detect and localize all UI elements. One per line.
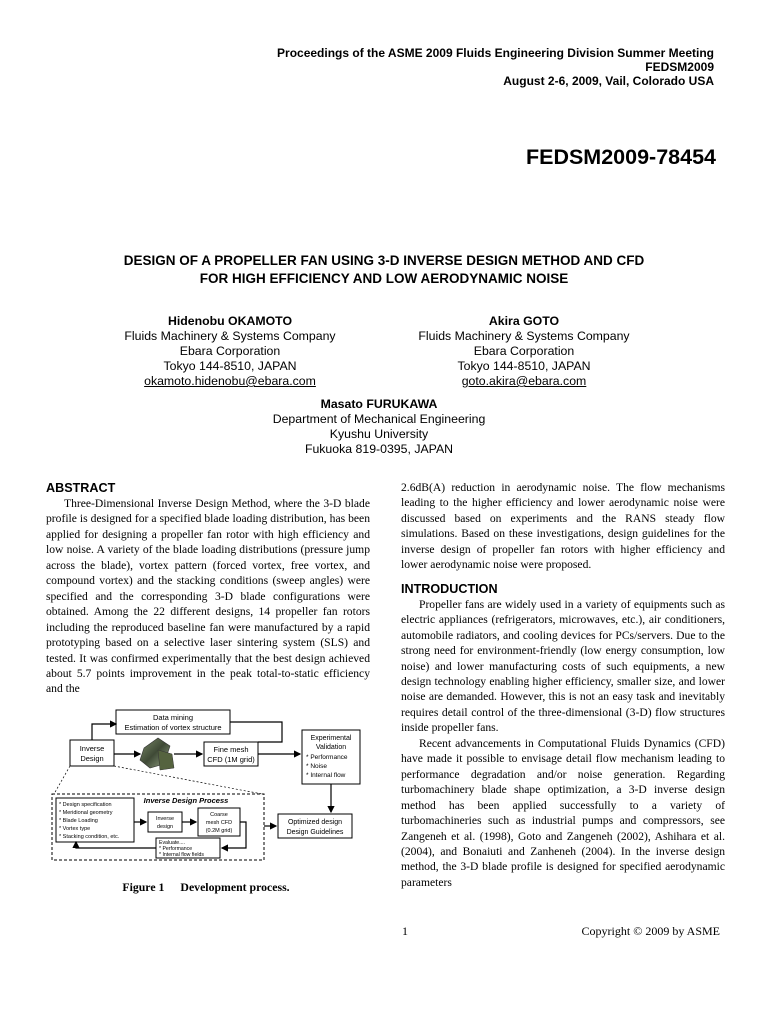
introduction-heading: INTRODUCTION [401,581,498,596]
author-affiliation: Fluids Machinery & Systems Company [418,329,630,343]
evaluate-label: Evaluate.... [159,840,185,846]
evaluate-performance: * Performance [159,846,193,852]
author-address: Fukuoka 819-0395, JAPAN [304,442,454,456]
author-block [229,397,529,457]
abstract-heading: ABSTRACT [46,481,116,495]
figure-caption-text: Development process. [180,880,290,894]
author-name: Hidenobu OKAMOTO [167,314,293,328]
paper-number: FEDSM2009-78454 [525,145,716,169]
author-affiliation: Fluids Machinery & Systems Company [124,329,336,343]
fine-mesh-label: Fine mesh [213,745,249,754]
left-column [46,480,370,697]
development-process-diagram [46,706,366,862]
spec-item: * Stacking condition, etc. [59,834,120,840]
spec-item: * Meridional geometry [59,810,113,816]
paper-title-line-1: DESIGN OF A PROPELLER FAN USING 3-D INVERSE DESIGN METHOD AND CFD [123,253,645,268]
abstract-continued-text: 2.6dB(A) reduction in aerodynamic noise. The flow mechanisms leading to the higher efficiency and lower aerodynamic noise were discussed based on experiments and the RANS steady flow simulations. Based on these investigations, design guidelines for the inverse design of propeller fan rotors with higher efficiency and lower aerodynamic noise were proposed. [401,481,725,572]
page-number: 1 [402,924,408,938]
author-organization: Kyushu University [329,427,429,441]
author-address: Tokyo 144-8510, JAPAN [457,359,591,373]
vortex-estimation-label: Estimation of vortex structure [124,723,222,732]
paper-title-line-2: FOR HIGH EFFICIENCY AND LOW AERODYNAMIC NOISE [199,271,569,286]
optimized-design-label: Optimized design [287,819,343,826]
coarse-grid-label: (0.2M grid) [205,828,233,834]
evaluate-internal-flow: * Internal flow fields [159,852,204,858]
zoom-guide-lines [54,766,262,794]
internal-flow-item: * Internal flow [306,772,346,779]
author-block [394,314,654,389]
spec-item: * Blade Loading [59,818,98,824]
proceedings-title: Proceedings of the ASME 2009 Fluids Engineering Division Summer Meeting [277,46,714,60]
introduction-paragraph: Recent advancements in Computational Fluids Dynamics (CFD) have made it possible to envisage detail flow mechanism leading to performance degradation and/or noise generation. Regarding turbomachinery blade shape optimization, a 3-D inverse design method has been applied successfully to a variety of turbomachineries such as industrial pumps and compressors, see Zangeneh et al. (1998), Goto and Zangeneh (2002), Ashihara et al. (2004), and Bonaiuti and Zanheneh (2004). In the inverse design method, the 3-D blade profile is designed for specified aerodynamic parameters [401,736,725,889]
conference-dates: August 2-6, 2009, Vail, Colorado USA [503,74,714,88]
proceedings-header [277,46,714,88]
author-affiliation: Department of Mechanical Engineering [272,412,486,426]
author-organization: Ebara Corporation [473,344,575,358]
inverse-small-label: Inverse [155,816,175,822]
propeller-fan-image [140,738,174,770]
author-block [100,314,360,389]
paper-title [60,252,708,288]
design-guidelines-label: Design Guidelines [286,829,344,836]
inverse-design-label-2: Design [80,754,104,763]
spec-item: * Vortex type [59,826,91,832]
performance-item: * Performance [306,754,348,761]
author-organization: Ebara Corporation [179,344,281,358]
inverse-design-process-title: Inverse Design Process [143,796,229,805]
author-address: Tokyo 144-8510, JAPAN [163,359,297,373]
data-mining-label: Data mining [152,713,194,722]
fine-mesh-grid-label: CFD (1M grid) [207,755,255,764]
author-name: Masato FURUKAWA [320,397,438,411]
right-column [401,480,725,890]
copyright-notice: Copyright © 2009 by ASME [581,924,720,938]
experimental-label: Experimental [310,735,352,742]
noise-item: * Noise [306,763,327,770]
figure-label: Figure 1 [122,880,165,894]
author-email-link[interactable]: okamoto.hidenobu@ebara.com [144,374,316,388]
design-small-label: design [156,824,174,830]
section-gap [401,573,725,581]
inverse-design-label: Inverse [79,744,105,753]
validation-label: Validation [315,744,347,751]
author-email-link[interactable]: goto.akira@ebara.com [461,374,587,388]
abstract-text: Three-Dimensional Inverse Design Method, where the 3-D blade profile is designed for a specified blade loading distribution, has been applied for designing a propeller fan rotor with high efficiency and low noise. A variety of the blade loading distributions (pressure jump across the blade), vortex pattern (forced vortex, free vortex, and compound vortex) and the stacking conditions (sweep angles) were specified and the corresponding 3-D blade configurations were obtained. Among the 22 different designs, 14 propeller fan rotors including the reproduced baseline fan were manufactured by a rapid prototyping based on a selective laser sintering system (SLS) and tested. It was confirmed experimentally that the best design achieved about 5.7 points improvement in the peak total-to-static efficiency and the [46,497,370,696]
coarse-label: Coarse [210,812,228,818]
figure-caption [46,880,366,895]
conference-code: FEDSM2009 [645,60,714,74]
spec-item: * Design specification [59,802,112,808]
coarse-mesh-label: mesh CFD [205,820,233,826]
development-process-figure [46,706,366,862]
author-name: Akira GOTO [488,314,560,328]
introduction-paragraph: Propeller fans are widely used in a variety of equipments such as electric appliances (refrigerators, microwaves, etc.), air conditioners, automobile radiators, and cooling devices for PCs/servers. Due to the strong need for environment-friendly (low energy consumption, low noise) and lower manufacturing costs of such equipments, a new design technology enabling higher efficiency, smaller size, and lower noise are demanded. However, this is not an easy task and inevitably requires detail control of the three-dimensional (3-D) flow structures inside propeller fans. [401,597,725,735]
